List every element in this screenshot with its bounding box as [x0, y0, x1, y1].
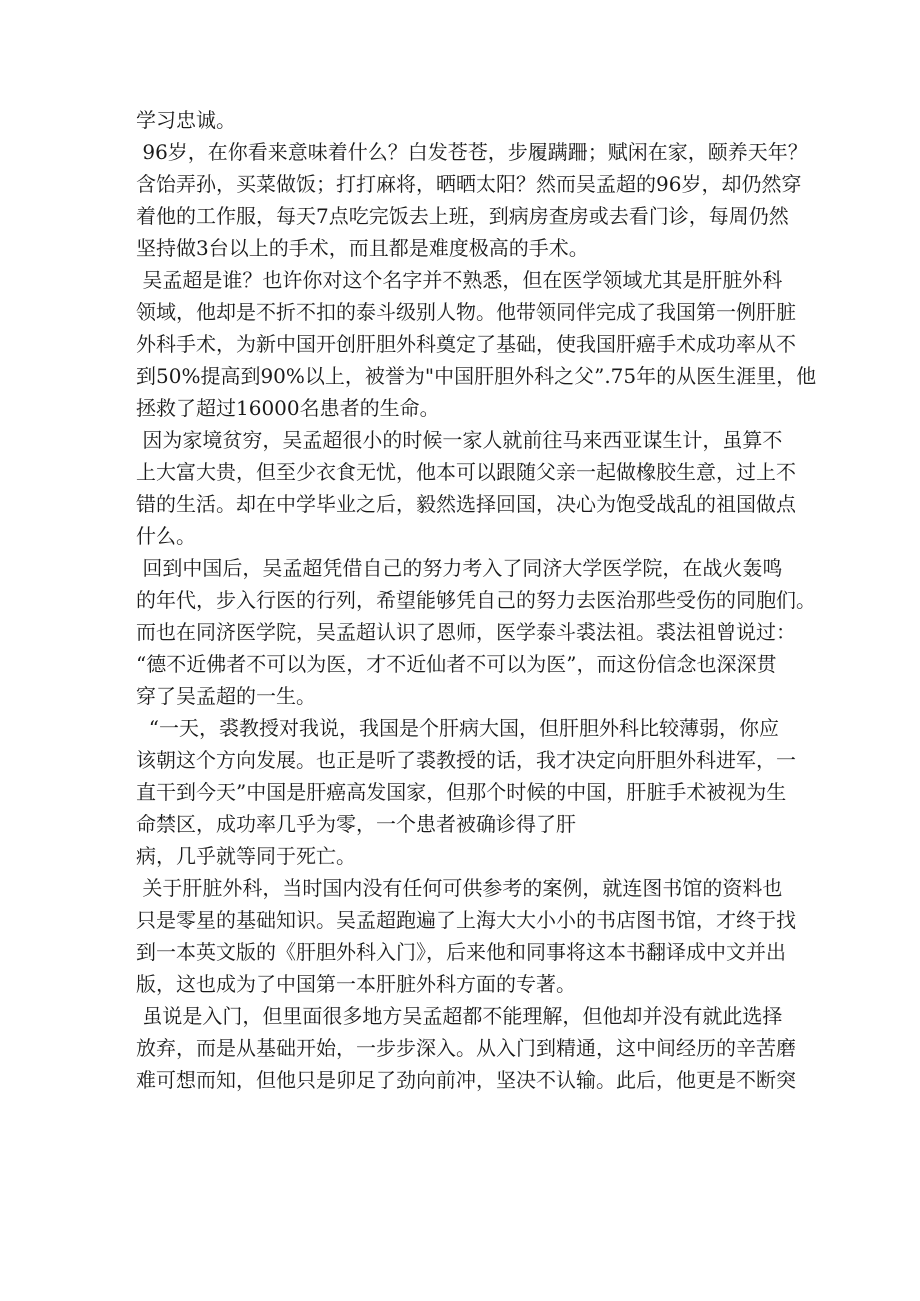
text-line: 该朝这个方向发展。也正是听了裘教授的话，我才决定向肝胆外科进军，一	[136, 748, 796, 772]
text-line: 穿了吴孟超的一生。	[136, 684, 316, 708]
text-line: 着他的工作服，每天7点吃完饭去上班，到病房查房或去看门诊，每周仍然	[136, 204, 789, 228]
text-line: 学习忠诚。	[136, 108, 236, 132]
text-line: 含饴弄孙，买菜做饭；打打麻将，晒晒太阳？然而吴孟超的96岁，却仍然穿	[136, 172, 802, 196]
text-line: 什么。	[136, 524, 196, 548]
text-line: 病，几乎就等同于死亡。	[136, 844, 356, 868]
text-line: 因为家境贫穷，吴孟超很小的时候一家人就前往马来西亚谋生计，虽算不	[136, 428, 783, 452]
text-line: 版，这也成为了中国第一本肝脏外科方面的专著。	[136, 972, 576, 996]
text-line: 难可想而知，但他只是卯足了劲向前冲，坚决不认输。此后，他更是不断突	[136, 1068, 796, 1092]
text-line: 错的生活。却在中学毕业之后，毅然选择回国，决心为饱受战乱的祖国做点	[136, 492, 796, 516]
text-line: “一天，裘教授对我说，我国是个肝病大国，但肝胆外科比较薄弱，你应	[136, 716, 779, 740]
text-line: 拯救了超过16000名患者的生命。	[136, 396, 440, 420]
text-line: 外科手术，为新中国开创肝胆外科奠定了基础，使我国肝癌手术成功率从不	[136, 332, 796, 356]
text-line: 领域，他却是不折不扣的泰斗级别人物。他带领同伴完成了我国第一例肝脏	[136, 300, 796, 324]
text-line: 吴孟超是谁？也许你对这个名字并不熟悉，但在医学领域尤其是肝脏外科	[136, 268, 783, 292]
text-line: 放弃，而是从基础开始，一步步深入。从入门到精通，这中间经历的辛苦磨	[136, 1036, 796, 1060]
text-line: 到一本英文版的《肝胆外科入门》，后来他和同事将这本书翻译成中文并出	[136, 940, 786, 964]
text-line: 命禁区，成功率几乎为零，一个患者被确诊得了肝	[136, 812, 576, 836]
text-line: 而也在同济医学院，吴孟超认识了恩师，医学泰斗裘法祖。裘法祖曾说过：	[136, 620, 796, 644]
text-line: 上大富大贵，但至少衣食无忧，他本可以跟随父亲一起做橡胶生意，过上不	[136, 460, 796, 484]
text-line: 到50%提高到90%以上，被誉为"中国肝胆外科之父”.75年的从医生涯里，他	[136, 364, 817, 388]
text-line: 回到中国后，吴孟超凭借自己的努力考入了同济大学医学院，在战火轰鸣	[136, 556, 783, 580]
text-line: 96岁，在你看来意味着什么？白发苍苍，步履蹒跚；赋闲在家，颐养天年？	[136, 140, 808, 164]
text-line: “德不近佛者不可以为医，才不近仙者不可以为医”，而这份信念也深深贯	[136, 652, 777, 676]
text-line: 坚持做3台以上的手术，而且都是难度极高的手术。	[136, 236, 589, 260]
text-line: 的年代，步入行医的行列，希望能够凭自己的努力去医治那些受伤的同胞们。	[136, 588, 816, 612]
document-body	[136, 104, 817, 1096]
text-line: 直干到今天”中国是肝癌高发国家，但那个时候的中国，肝脏手术被视为生	[136, 780, 787, 804]
text-line: 虽说是入门，但里面很多地方吴孟超都不能理解，但他却并没有就此选择	[136, 1004, 783, 1028]
text-line: 关于肝脏外科，当时国内没有任何可供参考的案例，就连图书馆的资料也	[136, 876, 783, 900]
text-line: 只是零星的基础知识。吴孟超跑遍了上海大大小小的书店图书馆，才终于找	[136, 908, 796, 932]
